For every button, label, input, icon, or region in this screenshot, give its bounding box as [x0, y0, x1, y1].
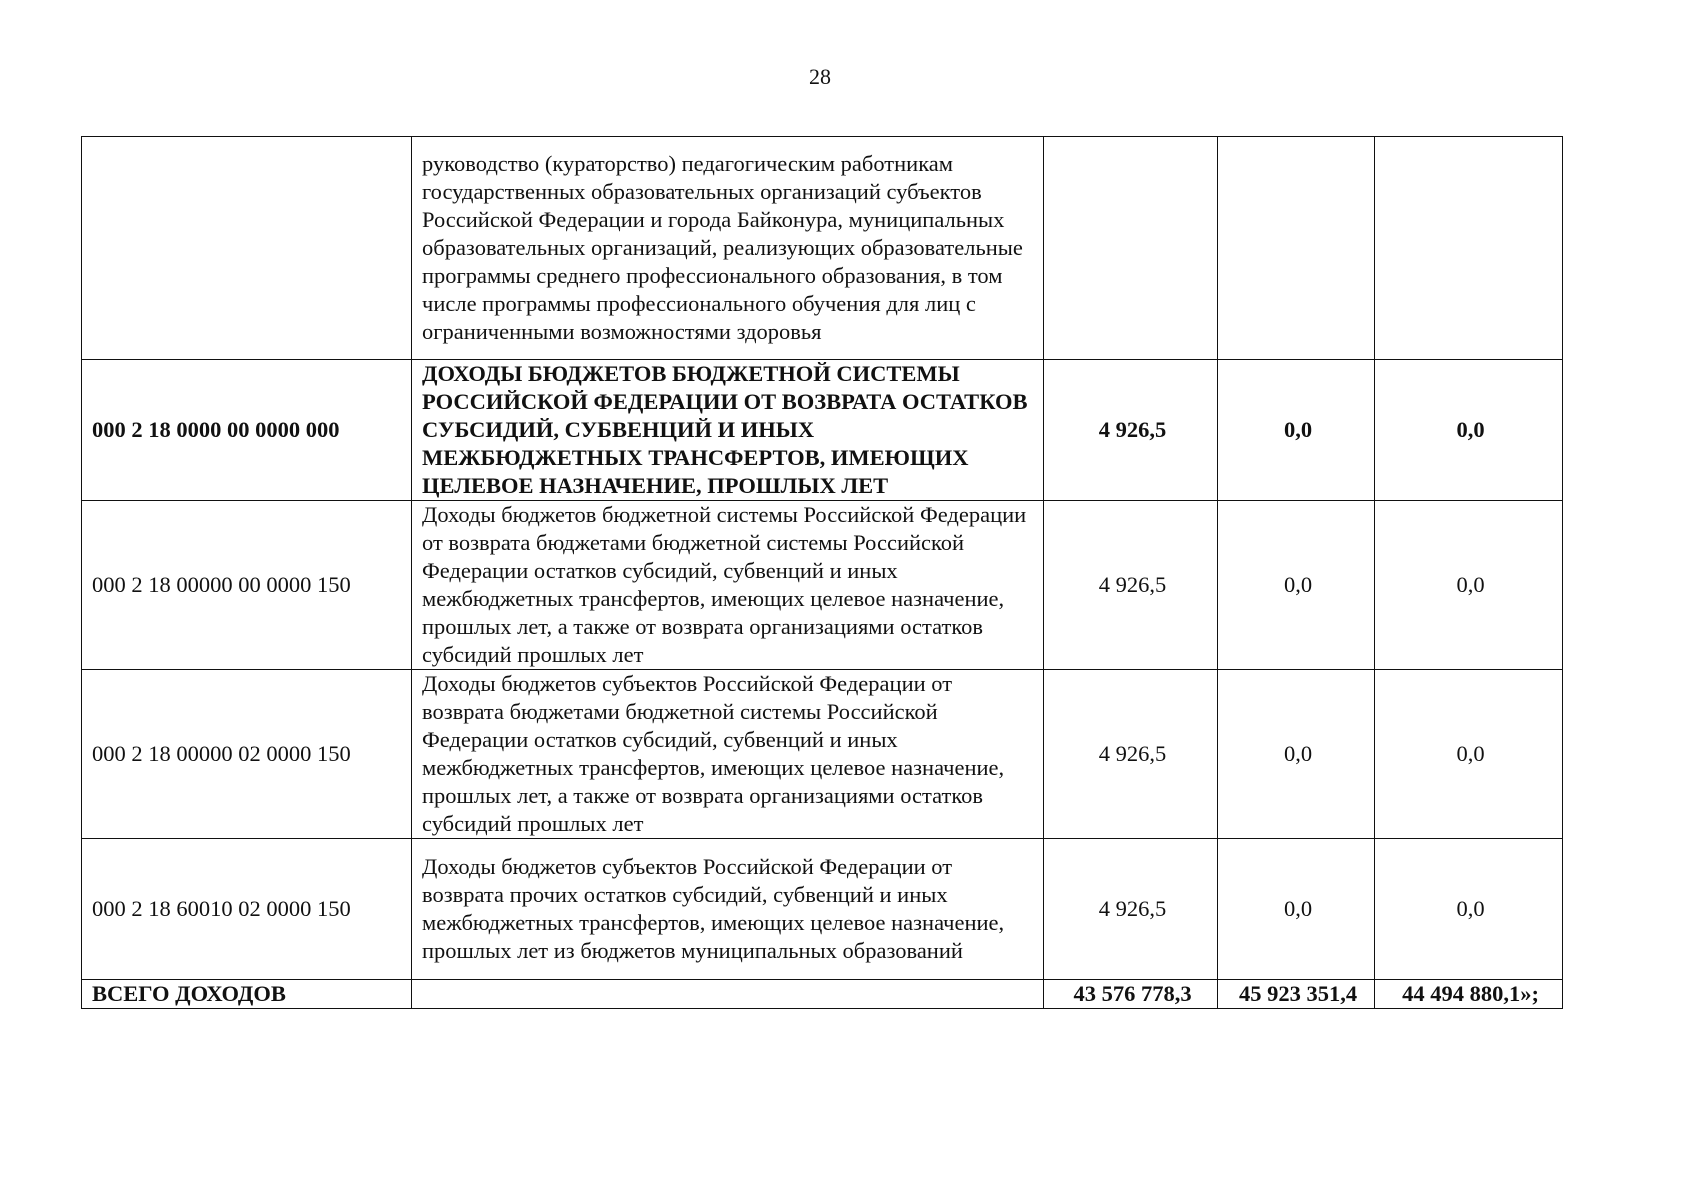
budget-code-cell: 000 2 18 0000 00 0000 000 — [82, 360, 412, 501]
value-cell-year-3: 0,0 — [1375, 670, 1563, 839]
budget-code-cell — [82, 137, 412, 360]
revenue-name-cell: Доходы бюджетов субъектов Российской Федерации от возврата прочих остатков субсидий, субвенций и иных межбюджетных трансфертов, имеющих целевое назначение, прошлых лет из бюджетов муниципальных образований — [412, 839, 1044, 980]
value-cell-year-3 — [1375, 137, 1563, 360]
total-label: ВСЕГО ДОХОДОВ — [82, 980, 412, 1009]
table-row — [82, 839, 1563, 980]
value-cell-year-1 — [1044, 137, 1218, 360]
value-cell-year-1: 4 926,5 — [1044, 360, 1218, 501]
table-row — [82, 670, 1563, 839]
total-value-year-3: 44 494 880,1»; — [1375, 980, 1563, 1009]
total-empty-cell — [412, 980, 1044, 1009]
revenue-table — [81, 136, 1563, 1009]
total-row — [82, 980, 1563, 1009]
value-cell-year-2: 0,0 — [1218, 501, 1375, 670]
revenue-name-cell: руководство (кураторство) педагогическим работникам государственных образовательных организаций субъектов Российской Федерации и города Байконура, муниципальных образовательных организаций, реализующих образовательные программы среднего профессионального образования, в том числе программы профессионального обучения для лиц с ограниченными возможностями здоровья — [412, 137, 1044, 360]
table-row — [82, 137, 1563, 360]
total-value-year-1: 43 576 778,3 — [1044, 980, 1218, 1009]
budget-code-cell: 000 2 18 00000 00 0000 150 — [82, 501, 412, 670]
page-number: 28 — [809, 64, 831, 89]
budget-code-cell: 000 2 18 00000 02 0000 150 — [82, 670, 412, 839]
value-cell-year-1: 4 926,5 — [1044, 839, 1218, 980]
value-cell-year-3: 0,0 — [1375, 360, 1563, 501]
value-cell-year-1: 4 926,5 — [1044, 501, 1218, 670]
value-cell-year-3: 0,0 — [1375, 839, 1563, 980]
revenue-name-cell: Доходы бюджетов бюджетной системы Российской Федерации от возврата бюджетами бюджетной системы Российской Федерации остатков субсидий, субвенций и иных межбюджетных трансфертов, имеющих целевое назначение, прошлых лет, а также от возврата организациями остатков субсидий прошлых лет — [412, 501, 1044, 670]
budget-code-cell: 000 2 18 60010 02 0000 150 — [82, 839, 412, 980]
revenue-name-cell: ДОХОДЫ БЮДЖЕТОВ БЮДЖЕТНОЙ СИСТЕМЫ РОССИЙСКОЙ ФЕДЕРАЦИИ ОТ ВОЗВРАТА ОСТАТКОВ СУБСИДИЙ, СУБВЕНЦИЙ И ИНЫХ МЕЖБЮДЖЕТНЫХ ТРАНСФЕРТОВ, ИМЕЮЩИХ ЦЕЛЕВОЕ НАЗНАЧЕНИЕ, ПРОШЛЫХ ЛЕТ — [412, 360, 1044, 501]
value-cell-year-2: 0,0 — [1218, 839, 1375, 980]
value-cell-year-2: 0,0 — [1218, 670, 1375, 839]
value-cell-year-2: 0,0 — [1218, 360, 1375, 501]
total-value-year-2: 45 923 351,4 — [1218, 980, 1375, 1009]
value-cell-year-1: 4 926,5 — [1044, 670, 1218, 839]
value-cell-year-2 — [1218, 137, 1375, 360]
table-row — [82, 501, 1563, 670]
table-row — [82, 360, 1563, 501]
revenue-name-cell: Доходы бюджетов субъектов Российской Федерации от возврата бюджетами бюджетной системы Российской Федерации остатков субсидий, субвенций и иных межбюджетных трансфертов, имеющих целевое назначение, прошлых лет, а также от возврата организациями остатков субсидий прошлых лет — [412, 670, 1044, 839]
value-cell-year-3: 0,0 — [1375, 501, 1563, 670]
